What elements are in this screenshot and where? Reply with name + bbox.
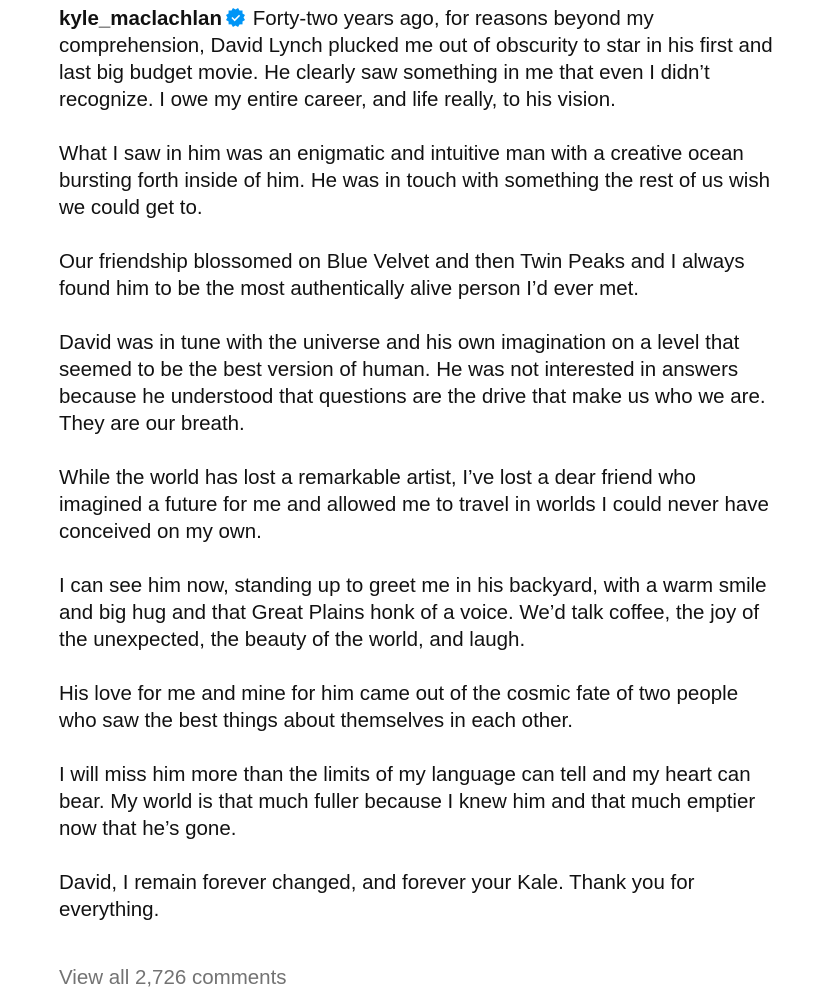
caption-paragraph-6: I can see him now, standing up to greet me in his backyard, with a warm smile and big hug and that Great Plains honk of a voice. We’d talk coffee, the joy of the unexpected, the beauty of the world, and laugh. (59, 574, 767, 651)
caption-paragraph-2: What I saw in him was an enigmatic and intuitive man with a creative ocean bursting forth inside of him. He was in touch with something the rest of us wish we could get to. (59, 142, 771, 219)
verified-badge-icon (226, 8, 245, 27)
caption-paragraph-9: David, I remain forever changed, and forever your Kale. Thank you for everything. (59, 871, 695, 921)
caption-paragraph-8: I will miss him more than the limits of my language can tell and my heart can bear. My world is that much fuller because I knew him and that much emptier now that he’s gone. (59, 763, 756, 840)
caption-text: Forty-two years ago, for reasons beyond my comprehension, David Lynch plucked me out of obscurity to star in his first and last big budget movie. He clearly saw something in me that even I didn’t recognize. I owe my entire career, and life really, to his vision. (59, 7, 773, 111)
caption-paragraph-3: Our friendship blossomed on Blue Velvet and then Twin Peaks and I always found him to be the most authentically alive person I’d ever met. (59, 250, 745, 300)
caption-paragraph-7: His love for me and mine for him came out of the cosmic fate of two people who saw the best things about themselves in each other. (59, 682, 739, 732)
caption-paragraph-5: While the world has lost a remarkable artist, I’ve lost a dear friend who imagined a future for me and allowed me to travel in worlds I could never have conceived on my own. (59, 466, 769, 543)
caption-paragraph-4: David was in tune with the universe and his own imagination on a level that seemed to be the best version of human. He was not interested in answers because he understood that questions are the drive that make us who we are. They are our breath. (59, 331, 766, 435)
username-link[interactable]: kyle_maclachlan (59, 7, 222, 30)
caption-paragraph-1 (59, 5, 775, 113)
view-all-comments-link[interactable]: View all 2,726 comments (59, 966, 287, 989)
post-caption (59, 5, 775, 950)
